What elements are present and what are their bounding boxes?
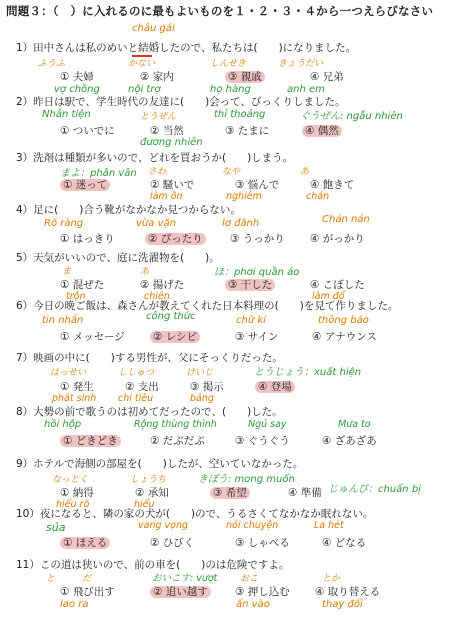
- option-1[interactable]: ① ついでに: [60, 125, 115, 137]
- question-text: 3）洗剤は種類が多いので、どれを買おうか( )しまう。: [16, 152, 294, 164]
- handwritten-note: vợ chồng: [54, 84, 100, 95]
- question-text: 5）天気がいいので、庭に洗濯物を( )。: [16, 252, 220, 264]
- handwritten-note: thỉ thoảng: [214, 109, 266, 120]
- option-1-selected[interactable]: ① 迷って: [60, 177, 110, 192]
- handwritten-note: まよ：phân vân: [60, 168, 137, 179]
- option-3[interactable]: ③ 掲示: [190, 381, 224, 393]
- option-2[interactable]: ② 当然: [150, 125, 184, 137]
- handwritten-note: phát sinh: [52, 393, 97, 404]
- option-4[interactable]: ④ がっかり: [310, 233, 365, 245]
- handwritten-note: じゅんび：chuẩn bị: [328, 484, 421, 495]
- handwritten-note: Nhân tiện: [42, 109, 91, 120]
- option-4-selected[interactable]: ④ 偶然: [302, 123, 342, 138]
- option-1[interactable]: ① 夫婦: [60, 71, 94, 83]
- option-2[interactable]: ② だぶだぶ: [150, 435, 205, 447]
- worksheet-title: 問題３：（ ）に入れるのに最もよいものを１・２・３・４から一つえらびなさい: [6, 4, 434, 18]
- option-2-selected[interactable]: ② ぴったり: [145, 231, 206, 246]
- handwritten-note: さわ: [148, 167, 167, 177]
- question-text: 6）今日の晩ご飯は、森さんが教えてくれた日本料理の( )を見て作りました。: [16, 300, 399, 312]
- handwritten-note: anh em: [287, 84, 325, 95]
- option-3[interactable]: ③ ぐうぐう: [235, 435, 290, 447]
- option-2[interactable]: ② ひびく: [150, 537, 195, 549]
- option-2[interactable]: ② 騒いで: [150, 179, 195, 191]
- handwritten-note: hiểu: [134, 499, 155, 510]
- option-2-selected[interactable]: ② レシピ: [150, 329, 200, 344]
- handwritten-note: とか: [322, 574, 341, 584]
- handwritten-note: lơ đãnh: [222, 218, 260, 229]
- option-1[interactable]: ① 混ぜた: [60, 279, 105, 291]
- handwritten-note: しんせき: [210, 59, 247, 69]
- handwritten-note: nghiêm: [226, 191, 262, 202]
- question-text: 9）ホテルで海側の部屋を( )したが、空いていなかった。: [16, 458, 304, 470]
- handwritten-note: ま: [62, 267, 72, 277]
- option-2[interactable]: ② 家内: [140, 71, 174, 83]
- option-4[interactable]: ④ 準備: [288, 487, 322, 499]
- handwritten-note: きぼう: mong muốn: [198, 474, 295, 485]
- handwritten-note: あ: [300, 167, 310, 177]
- option-1[interactable]: ① 納得: [60, 487, 94, 499]
- handwritten-note: họ hàng: [210, 84, 251, 95]
- handwritten-note: しょうち: [130, 475, 167, 485]
- handwritten-note: nói chuyện: [226, 520, 279, 531]
- handwritten-note: けいじ: [186, 368, 214, 378]
- handwritten-note: おこ: [240, 574, 259, 584]
- option-4[interactable]: ④ 取り替える: [315, 586, 381, 598]
- question-text: 8）大勢の前で歌うのは初めてだったので、( )した。: [16, 406, 283, 418]
- handwritten-note: chữ kí: [236, 315, 266, 326]
- handwritten-note: Rộng thùng thình: [134, 419, 217, 430]
- handwritten-note: hiểu rõ: [56, 499, 90, 510]
- handwritten-note: なや: [222, 167, 241, 177]
- handwritten-note: lao ra: [60, 599, 89, 610]
- option-2[interactable]: ② 承知: [135, 487, 169, 499]
- option-1[interactable]: ① はっきり: [60, 233, 115, 245]
- handwritten-note: きょうだい: [278, 59, 324, 69]
- handwritten-note: sủa: [46, 521, 66, 534]
- handwritten-note: đương nhiên: [140, 137, 203, 148]
- question-text: 2）昨日は駅で、学生時代の友達に( )会って、びっくりしました。: [16, 96, 346, 108]
- handwritten-note: かない: [128, 59, 156, 69]
- option-3-selected[interactable]: ③ 親戚: [225, 69, 265, 84]
- handwritten-note: thông báo: [318, 315, 369, 326]
- handwritten-note: vang vọng: [138, 520, 189, 531]
- handwritten-note: tin nhắn: [42, 315, 84, 326]
- handwritten-note: と: [46, 574, 56, 584]
- handwritten-note: ấn vào: [236, 599, 270, 610]
- option-3[interactable]: ③ たまに: [225, 125, 270, 137]
- handwritten-note: trộn: [66, 291, 86, 302]
- handwritten-note: なっとく: [52, 475, 89, 485]
- option-4[interactable]: ④ こぼした: [310, 279, 365, 291]
- handwritten-note: làm đổ: [312, 291, 345, 302]
- option-4[interactable]: ④ 兄弟: [310, 71, 344, 83]
- handwritten-note: あ: [140, 267, 150, 277]
- handwritten-note: ぐうぜん: ngẫu nhiên: [300, 111, 403, 122]
- handwritten-note: とうじょう：xuất hiện: [254, 367, 362, 378]
- handwritten-note: Rõ ràng: [44, 218, 84, 229]
- option-4[interactable]: ④ 飽きて: [310, 179, 355, 191]
- question-text: 7）映画の中に( )する男性が、父にそっくりだった。: [16, 352, 283, 364]
- option-3[interactable]: ③ 押し込む: [235, 586, 290, 598]
- handwritten-note: Mưa to: [338, 419, 371, 430]
- handwritten-note: ししゅつ: [118, 368, 155, 378]
- option-3[interactable]: ③ サイン: [235, 331, 279, 343]
- question-text: 4）足に( )合う靴がなかなか見つからない。: [16, 204, 241, 216]
- handwritten-note: bảng: [190, 393, 214, 404]
- option-3-selected[interactable]: ③ 希望: [210, 485, 250, 500]
- handwritten-note: おいこす: vượt: [152, 573, 218, 584]
- question-text: 11）この道は狭いので、前の車を( )のは危険ですよ。: [16, 559, 290, 571]
- handwritten-note: La hét: [314, 520, 344, 531]
- option-4[interactable]: ④ どなる: [322, 537, 367, 549]
- handwritten-note: chi tiêu: [118, 393, 154, 404]
- option-2[interactable]: ② 支出: [125, 381, 159, 393]
- handwritten-note: chiên: [144, 291, 170, 302]
- option-1-selected[interactable]: ① どきどき: [60, 433, 121, 448]
- option-1-selected[interactable]: ① ほえる: [60, 535, 110, 550]
- option-3[interactable]: ③ 悩んで: [235, 179, 280, 191]
- handwritten-note: vừa vặn: [136, 218, 176, 229]
- handwritten-note: châu gái: [132, 23, 175, 34]
- handwritten-note: hồi hộp: [44, 419, 82, 430]
- option-2[interactable]: ② 揚げた: [140, 279, 185, 291]
- option-3[interactable]: ③ うっかり: [230, 233, 285, 245]
- handwritten-note: だ: [82, 574, 92, 584]
- option-1[interactable]: ① 飛び出す: [60, 586, 115, 598]
- question-text: 1）田中さんは私のめいと結婚したので、私たちは( )になりました。: [16, 42, 357, 54]
- handwritten-note: ふうふ: [38, 59, 66, 69]
- handwritten-note: ほ：phơi quần áo: [214, 267, 300, 278]
- question-text: 10）夜になると、隣の家の犬が( )ので、うるさくてなかなか眠れない。: [16, 508, 374, 520]
- handwritten-note: はっせい: [50, 368, 87, 378]
- option-3[interactable]: ③ しゃべる: [235, 537, 290, 549]
- option-3-selected[interactable]: ③ 干した: [225, 277, 275, 292]
- option-2-selected[interactable]: ② 追い越す: [150, 584, 211, 599]
- option-4[interactable]: ④ アナウンス: [312, 331, 377, 343]
- handwritten-note: làm ồn: [150, 191, 183, 202]
- handwritten-note: thay đổi: [322, 599, 363, 610]
- option-1[interactable]: ① メッセージ: [60, 331, 125, 343]
- option-4[interactable]: ④ ざあざあ: [322, 435, 377, 447]
- handwritten-note: chán: [306, 191, 330, 202]
- handwritten-note: Ngủ say: [248, 419, 287, 430]
- handwritten-note: nội trợ: [128, 84, 161, 95]
- option-1[interactable]: ① 発生: [60, 381, 94, 393]
- handwritten-note: công thức: [146, 311, 196, 322]
- handwritten-note: とうぜん: [140, 112, 177, 122]
- option-4-selected[interactable]: ④ 登場: [255, 379, 295, 394]
- handwritten-note: Chán nản: [322, 214, 370, 225]
